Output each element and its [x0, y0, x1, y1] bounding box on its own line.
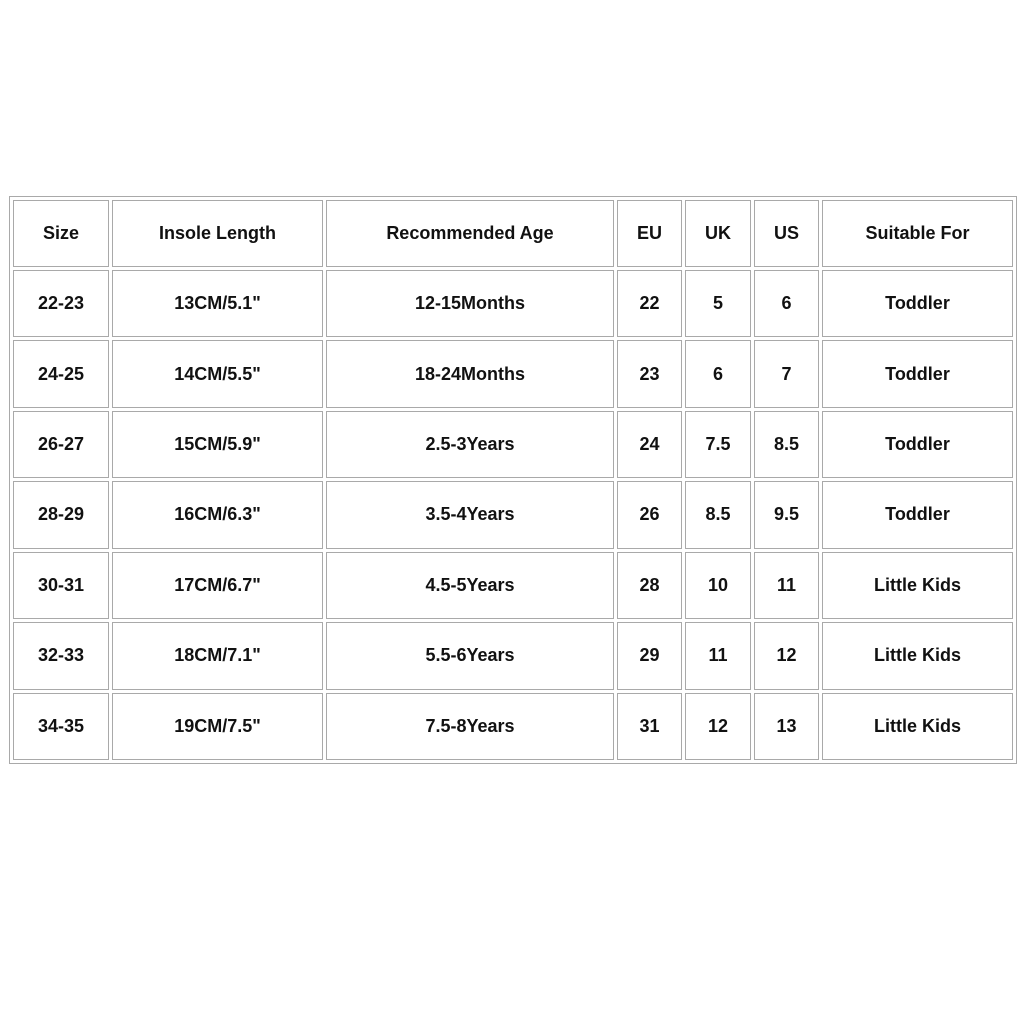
cell-suitable-for: Little Kids: [822, 552, 1013, 619]
header-eu: EU: [617, 200, 682, 267]
cell-recommended-age: 2.5-3Years: [326, 411, 614, 478]
cell-size: 26-27: [13, 411, 109, 478]
cell-eu: 26: [617, 481, 682, 548]
cell-size: 34-35: [13, 693, 109, 760]
cell-uk: 12: [685, 693, 751, 760]
cell-us: 7: [754, 340, 819, 407]
header-uk: UK: [685, 200, 751, 267]
cell-suitable-for: Toddler: [822, 481, 1013, 548]
cell-suitable-for: Toddler: [822, 411, 1013, 478]
table-header-row: [13, 200, 1013, 267]
cell-uk: 7.5: [685, 411, 751, 478]
cell-size: 22-23: [13, 270, 109, 337]
cell-us: 8.5: [754, 411, 819, 478]
cell-eu: 23: [617, 340, 682, 407]
cell-us: 6: [754, 270, 819, 337]
size-chart-table: [9, 196, 1017, 764]
cell-recommended-age: 18-24Months: [326, 340, 614, 407]
header-recommended-age: Recommended Age: [326, 200, 614, 267]
cell-eu: 28: [617, 552, 682, 619]
cell-uk: 8.5: [685, 481, 751, 548]
cell-recommended-age: 5.5-6Years: [326, 622, 614, 689]
cell-insole-length: 16CM/6.3": [112, 481, 323, 548]
cell-recommended-age: 7.5-8Years: [326, 693, 614, 760]
cell-eu: 24: [617, 411, 682, 478]
cell-uk: 10: [685, 552, 751, 619]
cell-suitable-for: Little Kids: [822, 622, 1013, 689]
header-suitable-for: Suitable For: [822, 200, 1013, 267]
cell-insole-length: 18CM/7.1": [112, 622, 323, 689]
header-size: Size: [13, 200, 109, 267]
table-row: [13, 270, 1013, 337]
cell-insole-length: 15CM/5.9": [112, 411, 323, 478]
table-row: [13, 481, 1013, 548]
cell-insole-length: 17CM/6.7": [112, 552, 323, 619]
cell-insole-length: 19CM/7.5": [112, 693, 323, 760]
cell-eu: 22: [617, 270, 682, 337]
table-row: [13, 622, 1013, 689]
table-row: [13, 411, 1013, 478]
cell-suitable-for: Toddler: [822, 270, 1013, 337]
cell-us: 13: [754, 693, 819, 760]
header-us: US: [754, 200, 819, 267]
cell-insole-length: 14CM/5.5": [112, 340, 323, 407]
cell-uk: 6: [685, 340, 751, 407]
table-row: [13, 340, 1013, 407]
cell-size: 32-33: [13, 622, 109, 689]
cell-suitable-for: Little Kids: [822, 693, 1013, 760]
cell-eu: 31: [617, 693, 682, 760]
cell-uk: 5: [685, 270, 751, 337]
cell-recommended-age: 12-15Months: [326, 270, 614, 337]
cell-size: 28-29: [13, 481, 109, 548]
cell-suitable-for: Toddler: [822, 340, 1013, 407]
cell-us: 11: [754, 552, 819, 619]
cell-size: 30-31: [13, 552, 109, 619]
cell-eu: 29: [617, 622, 682, 689]
cell-insole-length: 13CM/5.1": [112, 270, 323, 337]
header-insole-length: Insole Length: [112, 200, 323, 267]
table-row: [13, 552, 1013, 619]
cell-size: 24-25: [13, 340, 109, 407]
cell-uk: 11: [685, 622, 751, 689]
cell-recommended-age: 4.5-5Years: [326, 552, 614, 619]
cell-us: 9.5: [754, 481, 819, 548]
cell-us: 12: [754, 622, 819, 689]
cell-recommended-age: 3.5-4Years: [326, 481, 614, 548]
table-row: [13, 693, 1013, 760]
